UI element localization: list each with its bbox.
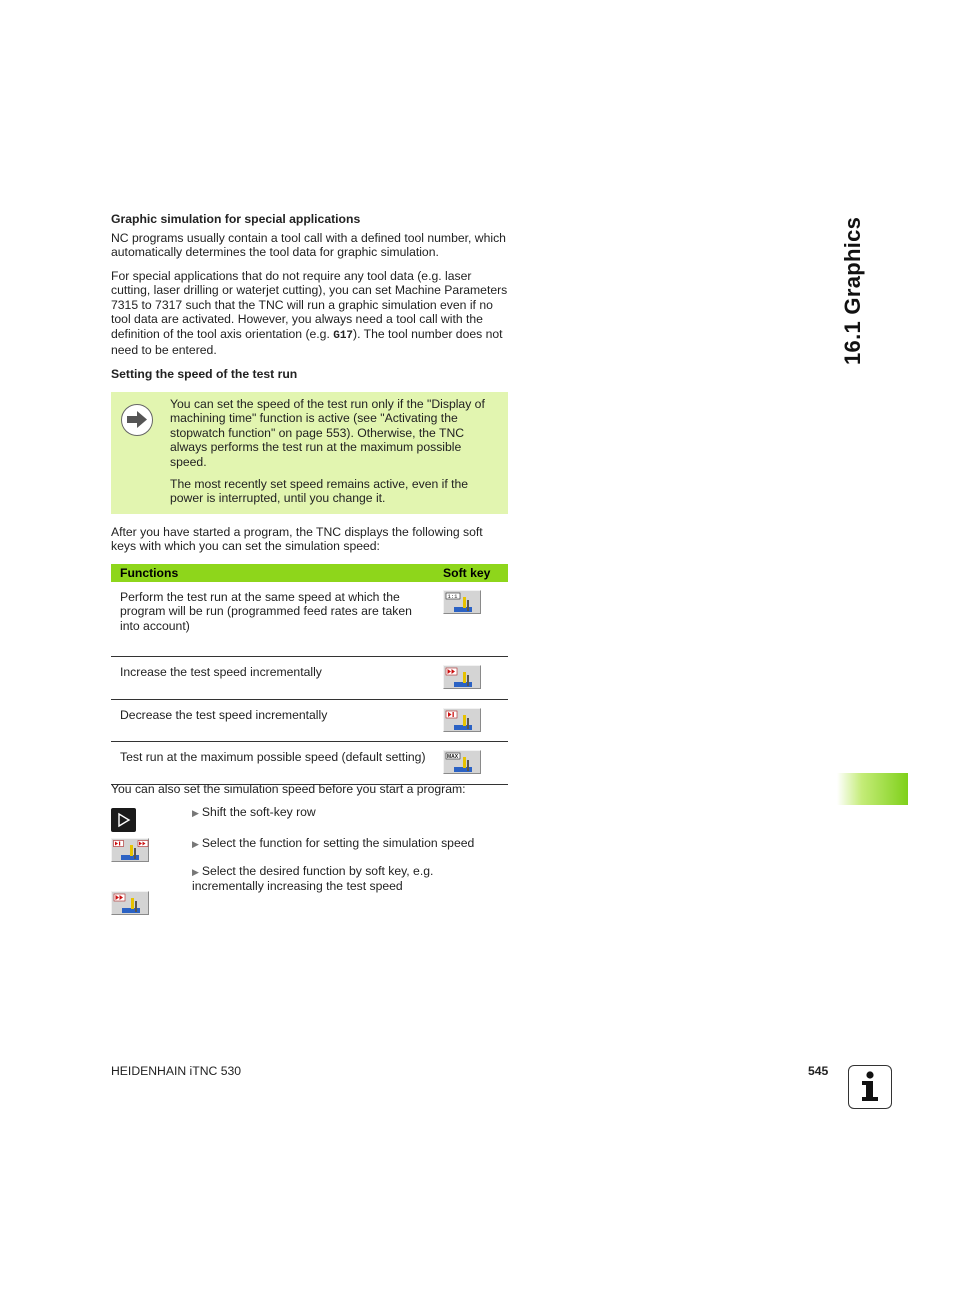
footer-product: HEIDENHAIN iTNC 530 <box>111 1064 242 1078</box>
paragraph-tool-call: NC programs usually contain a tool call with a defined tool number, which automatically determines the tool data for graphic simulation. <box>111 231 506 260</box>
note-text <box>170 397 498 514</box>
code-g17: G17 <box>333 329 354 342</box>
step-text: Select the desired function by soft key, e.g. incrementally increasing the test speed <box>192 864 434 894</box>
softkey-decrease-speed[interactable] <box>443 708 481 732</box>
info-icon[interactable] <box>848 1065 892 1109</box>
header-functions: Functions <box>111 564 434 582</box>
function-cell: Perform the test run at the same speed at which the program will be run (programmed feed rates are taken into account) <box>111 582 434 656</box>
note-paragraph-2: The most recently set speed remains active, even if the power is interrupted, until you change it. <box>170 477 469 506</box>
step-bullet-icon: ▶ <box>192 808 199 818</box>
chapter-tab <box>837 773 908 805</box>
chapter-title: 16.1 Graphics <box>840 216 865 365</box>
softkey-max[interactable] <box>443 750 481 774</box>
softkey-cell <box>434 656 508 699</box>
step-bullet-icon: ▶ <box>192 867 199 877</box>
paragraph-special-applications-tail: ). The tool number does not need to be entered. <box>111 326 503 358</box>
paragraph-softkeys-intro: After you have started a program, the TNC displays the following soft keys with which you can set the simulation speed: <box>111 525 483 554</box>
step-bullet-icon: ▶ <box>192 839 199 849</box>
page-number: 545 <box>808 1064 829 1078</box>
softkey-cell <box>434 741 508 784</box>
table-row <box>111 656 508 699</box>
softkey-increase-speed[interactable] <box>443 665 481 689</box>
paragraph-special-applications-text: For special applications that do not require any tool data (e.g. laser cutting, laser drilling or waterjet cutting), you can set Machine Parameters 7315 to 7317 such that the TNC will run a graphic simulation even if no tool data are activated. However, you always need a tool call with the definition of the tool axis orientation (e.g. <box>111 269 508 341</box>
function-cell: Test run at the maximum possible speed (default setting) <box>111 741 434 784</box>
softkey-1-1-label: 1:1 <box>447 593 458 600</box>
step-shift-softkey-row <box>192 805 316 820</box>
shift-softkey-row-icon[interactable] <box>111 808 136 832</box>
table-row <box>111 699 508 741</box>
section-heading-test-run-speed: Setting the speed of the test run <box>111 367 298 381</box>
step-select-simulation-speed <box>192 836 474 851</box>
function-cell: Decrease the test speed incrementally <box>111 699 434 741</box>
note-box <box>111 392 508 514</box>
paragraph-before-start: You can also set the simulation speed before you start a program: <box>111 782 466 796</box>
functions-table <box>111 564 508 785</box>
table-header-row <box>111 564 508 582</box>
table-row <box>111 582 508 656</box>
softkey-cell <box>434 699 508 741</box>
step-select-desired-function <box>192 864 462 894</box>
step-text: Select the function for setting the simulation speed <box>201 836 475 850</box>
simulation-speed-softkey-icon[interactable] <box>111 838 149 862</box>
section-heading-graphic-simulation: Graphic simulation for special applications <box>111 212 361 226</box>
softkey-1-1[interactable] <box>443 590 481 614</box>
paragraph-special-applications <box>111 269 511 357</box>
softkey-max-label: MAX <box>447 753 459 760</box>
step-text: Shift the soft-key row <box>201 805 316 819</box>
header-softkey: Soft key <box>434 564 508 582</box>
table-row <box>111 741 508 784</box>
right-arrow-icon <box>121 404 153 436</box>
function-cell: Increase the test speed incrementally <box>111 656 434 699</box>
softkey-cell <box>434 582 508 656</box>
increase-speed-softkey-icon[interactable] <box>111 891 149 915</box>
note-paragraph-1: You can set the speed of the test run only if the "Display of machining time" function is active (see "Activating the stopwatch function" on page 553). Otherwise, the TNC always performs the test run at the maximum possible speed. <box>170 397 485 469</box>
